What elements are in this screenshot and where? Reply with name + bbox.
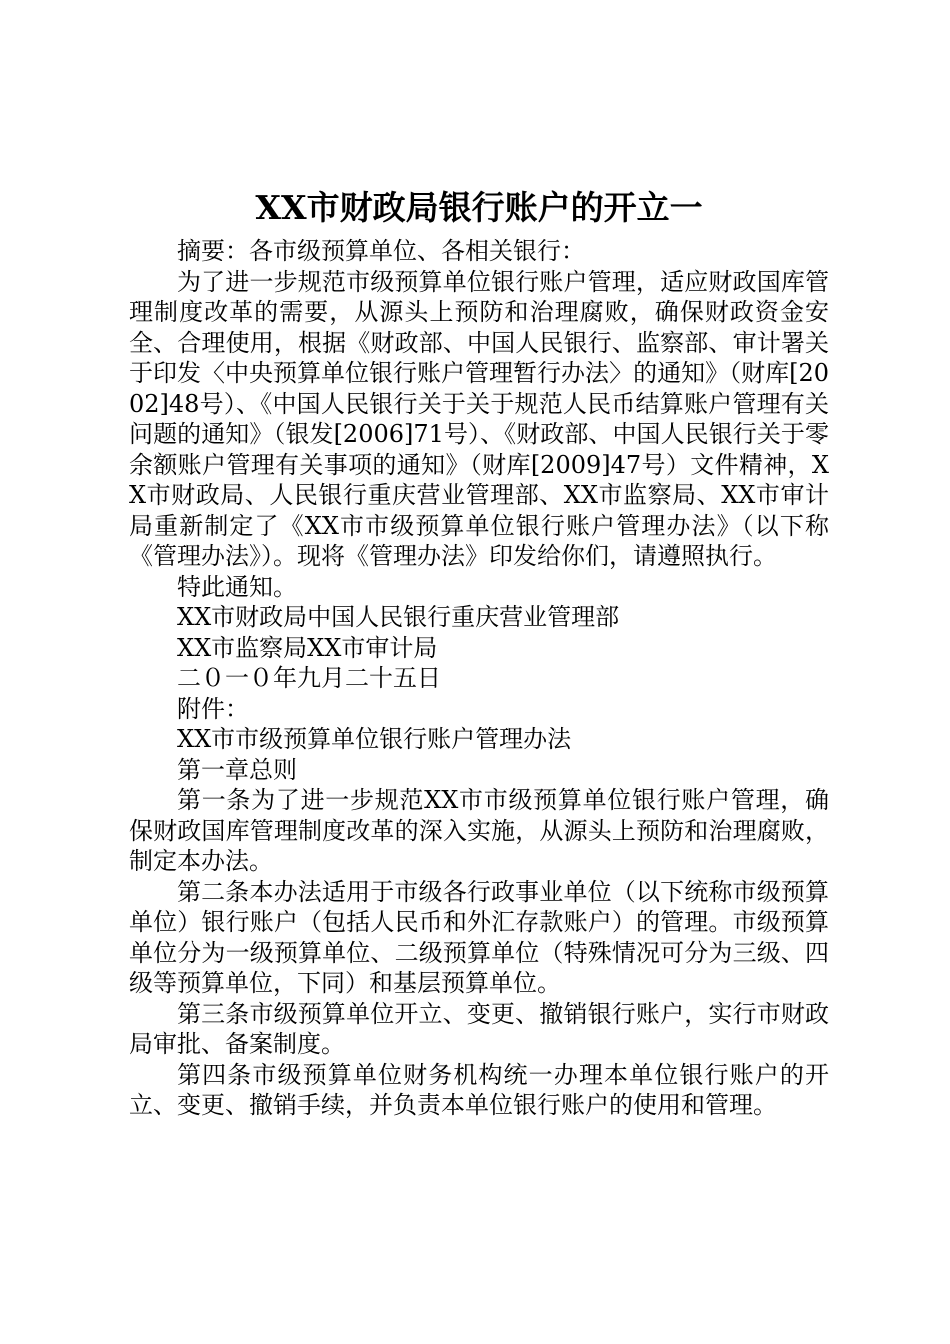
issue-date: 二０一０年九月二十五日 <box>177 664 441 692</box>
article-1: 第一条为了进一步规范XX市市级预算单位银行账户管理，确保财政国库管理制度改革的深入实施，从源头上预防和治理腐败，制定本办法。 <box>129 786 829 875</box>
abstract-paragraph: 摘要：各市级预算单位、各相关银行： <box>177 237 585 265</box>
document-body <box>129 184 829 1121</box>
issuer-line-2: XX市监察局XX市审计局 <box>177 633 438 662</box>
attachment-title: XX市市级预算单位银行账户管理办法 <box>177 725 572 753</box>
notice-closing: 特此通知。 <box>177 572 297 601</box>
attachment-label: 附件： <box>177 694 249 723</box>
article-3: 第三条市级预算单位开立、变更、撤销银行账户，实行市财政局审批、备案制度。 <box>129 999 829 1058</box>
document-title: XX市财政局银行账户的开立一 <box>255 188 703 227</box>
article-2: 第二条本办法适用于市级各行政事业单位（以下统称市级预算单位）银行账户（包括人民币和外汇存款账户）的管理。市级预算单位分为一级预算单位、二级预算单位（特殊情况可分为三级、四级等预算单位，下同）和基层预算单位。 <box>129 877 829 997</box>
issuer-line-1: XX市财政局中国人民银行重庆营业管理部 <box>177 603 620 631</box>
chapter-heading: 第一章总则 <box>177 755 297 784</box>
notice-body-paragraph: 为了进一步规范市级预算单位银行账户管理，适应财政国库管理制度改革的需要，从源头上预防和治理腐败，确保财政资金安全、合理使用，根据《财政部、中国人民银行、监察部、审计署关于印发〈中央预算单位银行账户管理暂行办法〉的通知》（财库[2002]48号）、《中国人民银行关于关于规范人民币结算账户管理有关问题的通知》（银发[2006]71号）、《财政部、中国人民银行关于零余额账户管理有关事项的通知》（财库[2009]47号）文件精神，XX市财政局、人民银行重庆营业管理部、XX市监察局、XX市审计局重新制定了《XX市市级预算单位银行账户管理办法》（以下称《管理办法》）。现将《管理办法》印发给你们，请遵照执行。 <box>129 267 829 570</box>
article-4: 第四条市级预算单位财务机构统一办理本单位银行账户的开立、变更、撤销手续，并负责本单位银行账户的使用和管理。 <box>129 1060 829 1119</box>
